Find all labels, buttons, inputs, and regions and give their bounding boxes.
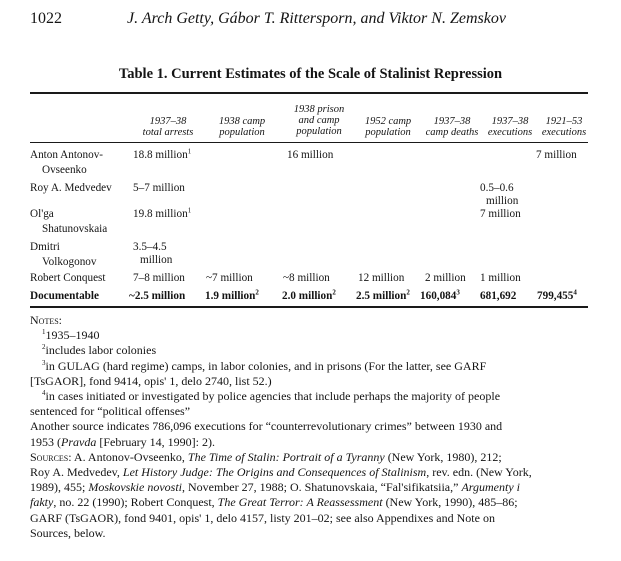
table-bottom-rule [30, 306, 588, 308]
cell-conquest-prison: ~8 million [283, 272, 330, 284]
cell-conquest-exec3738: 1 million [480, 272, 521, 284]
row-name-shatunovskaia: Ol'ga Shatunovskaia [30, 208, 108, 235]
row-name-volkogonov: Dmitri Volkogonov [30, 241, 97, 268]
cell-documentable-prison: 2.0 million$^2$ [282, 288, 336, 302]
running-header-authors: J. Arch Getty, Gábor T. Rittersporn, and Viktor N. Zemskov [127, 10, 506, 27]
sources-line-6: Sources, below. [30, 525, 106, 540]
col-header-1921-53-executions: 1921–53 executions [541, 116, 587, 138]
cell-shatunovskaia-exec3738: 7 million [480, 208, 521, 220]
col-header-camp-deaths: 1937–38 camp deaths [425, 116, 479, 138]
note-4-cont: sentenced for “political offenses” [30, 404, 191, 419]
cell-medvedev-arrests: 5–7 million [133, 182, 185, 194]
note-2: $^2$includes labor colonies [42, 343, 157, 358]
sources-line-4: fakty, no. 22 (1990); Robert Conquest, The Great Terror: A Reassessment (New York, 1990), 485–86; [30, 495, 518, 510]
row-name-documentable: Documentable [30, 290, 99, 302]
note-3-cont: [TsGAOR], fond 9414, opis' 1, delo 2740, list 52.) [30, 373, 272, 388]
col-header-1938-camp: 1938 camp population [218, 116, 266, 138]
cell-documentable-camp1938: 1.9 million$^2$ [205, 288, 259, 302]
cell-conquest-camp1952: 12 million [358, 272, 405, 284]
notes-heading: Notes: [30, 313, 62, 327]
col-header-1938-prison-camp: 1938 prison and camp population [293, 104, 345, 137]
cell-conquest-arrests: 7–8 million [133, 272, 185, 284]
notes-section [30, 313, 532, 541]
cell-documentable-arrests: ~2.5 million [129, 290, 186, 302]
cell-conquest-camp1938: ~7 million [206, 272, 253, 284]
note-other-source-cont: 1953 (Pravda [February 14, 1990]: 2). [30, 434, 215, 449]
sources-line-5: GARF (TsGAOR), fond 9401, opis' 1, delo 4157, listy 201–02; see also Appendixes and Note on [30, 510, 495, 525]
cell-antonov-arrests: 18.8 million$^1$ [133, 147, 192, 161]
page-number: 1022 [30, 10, 62, 27]
row-name-antonov: Anton Antonov- Ovseenko [30, 149, 104, 176]
header-rule [30, 142, 588, 143]
cell-documentable-camp1952: 2.5 million$^2$ [356, 288, 410, 302]
table-title: Table 1. Current Estimates of the Scale of Stalinist Repression [118, 66, 503, 82]
row-name-medvedev: Roy A. Medvedev [30, 182, 112, 194]
col-header-total-arrests: 1937–38 total arrests [142, 116, 194, 138]
sources-line-1: Sources: A. Antonov-Ovseenko, The Time of Stalin: Portrait of a Tyranny (New York, 1980), 212; [30, 449, 502, 464]
note-3: $^3$in GULAG (hard regime) camps, in labor colonies, and in prisons (For the latter, see GARF [42, 358, 487, 373]
note-other-source: Another source indicates 786,096 executions for “counterrevolutionary crimes” between 1930 and [30, 419, 503, 434]
cell-antonov-prison: 16 million [287, 149, 334, 161]
row-name-conquest: Robert Conquest [30, 272, 106, 284]
sources-line-2: Roy A. Medvedev, Let History Judge: The Origins and Consequences of Stalinism, rev. edn. (New York, [30, 465, 532, 480]
cell-documentable-deaths: 160,084$^3$ [420, 288, 460, 302]
table-top-rule [30, 92, 588, 94]
cell-antonov-exec2153: 7 million [536, 149, 577, 161]
col-header-1952-camp: 1952 camp population [364, 116, 412, 138]
cell-documentable-exec3738: 681,692 [480, 290, 517, 302]
cell-volkogonov-arrests: 3.5–4.5 million [133, 241, 173, 266]
note-4: $^4$in cases initiated or investigated by police agencies that include perhaps the majority of people [42, 389, 501, 404]
cell-shatunovskaia-arrests: 19.8 million$^1$ [133, 206, 192, 220]
col-header-1937-38-executions: 1937–38 executions [487, 116, 533, 138]
sources-line-3: 1989), 455; Moskovskie novosti, November 27, 1988; O. Shatunovskaia, “Fal'sifikatsiia,” Argumenty i [30, 480, 520, 495]
cell-documentable-exec2153: 799,455$^4$ [537, 288, 577, 302]
note-1: $^1$1935–1940 [42, 328, 100, 343]
cell-conquest-deaths: 2 million [425, 272, 466, 284]
cell-medvedev-exec3738: 0.5–0.6 million [480, 182, 519, 207]
